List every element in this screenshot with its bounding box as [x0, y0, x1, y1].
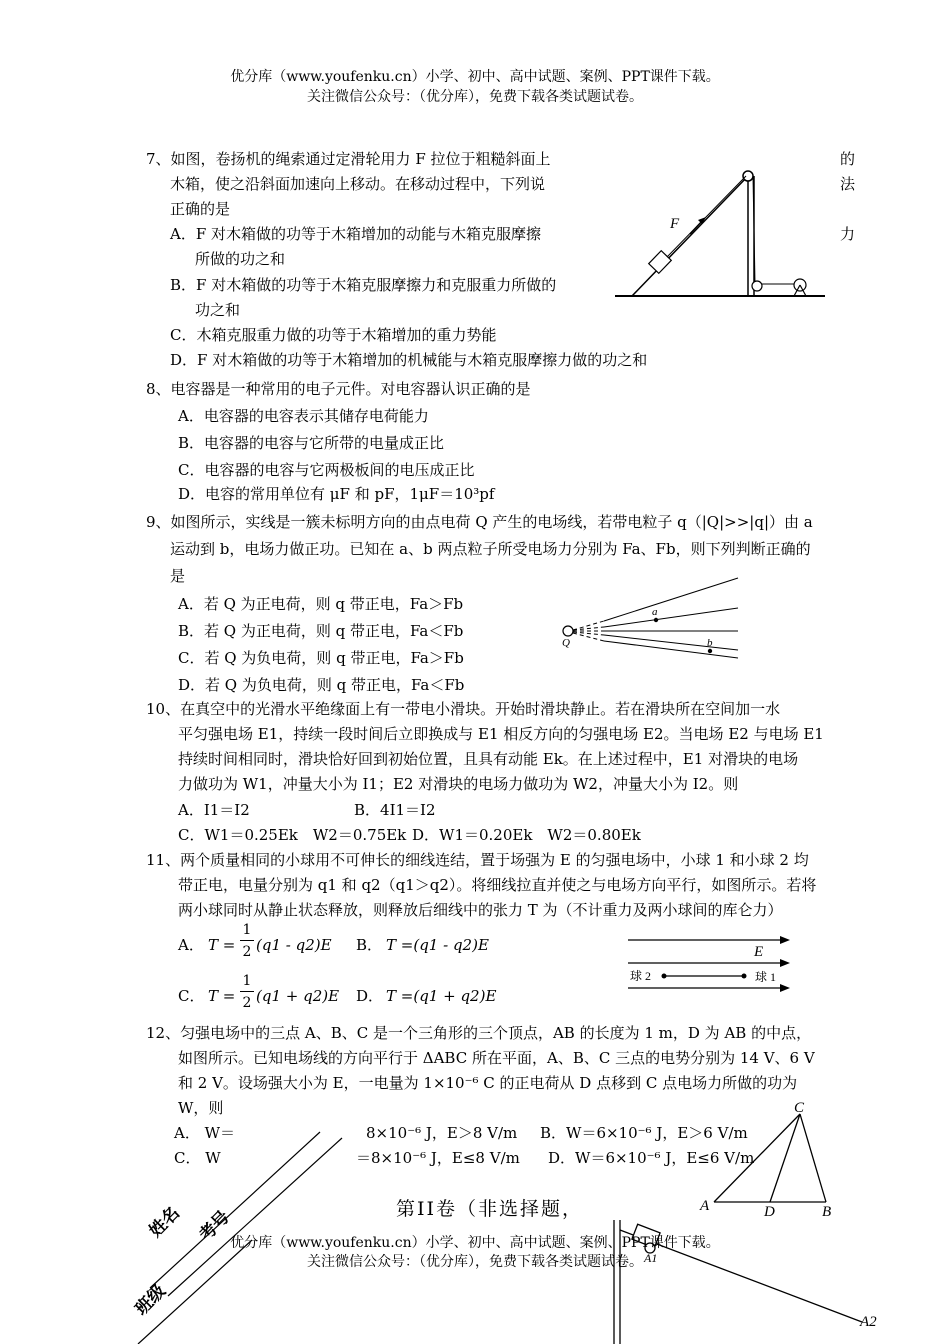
q10-line-4: 力做功为 W1，冲量大小为 I1；E2 对滑块的电场力做功为 W2，冲量大小为 I2。则 [178, 775, 739, 793]
q11-option-d-expr: T =(q1 + q2)E [386, 987, 497, 1005]
q7-option-a-2: 所做的功之和 [195, 250, 286, 268]
q9-label-Q: Q [562, 637, 570, 649]
q7-option-a-1: A．F 对木箱做的功等于木箱增加的动能与木箱克服摩擦 [170, 225, 542, 243]
q8-option-d: D．电容的常用单位有 μF 和 pF，1μF＝10³pf [178, 485, 495, 503]
q7-option-b-1: B．F 对木箱做的功等于木箱克服摩擦力和克服重力所做的 [170, 276, 557, 294]
q10-option-d: D．W1＝0.20Ek W2＝0.80Ek [412, 826, 641, 844]
q12-option-d: D．W＝6×10⁻⁶ J，E≤6 V/m [548, 1149, 755, 1167]
q11-option-b-label: B． [356, 936, 383, 954]
q7-stem-1: 7、如图，卷扬机的绳索通过定滑轮用力 F 拉位于粗糙斜面上 [146, 150, 551, 168]
q11-option-a-expr: (q1 - q2)E [256, 936, 332, 954]
q11-option-c-expr: (q1 + q2)E [256, 987, 340, 1005]
margin-class-label: 班级 [131, 1281, 170, 1320]
q12-label-A: A [700, 1198, 710, 1214]
q12-option-a-left: A． W＝ [174, 1124, 236, 1142]
q11-line-1: 11、两个质量相同的小球用不可伸长的细线连结，置于场强为 E 的匀强电场中，小球 1 和小球 2 均 [146, 851, 809, 869]
q11-option-c-frac-bar [240, 991, 254, 992]
q12-option-c-left: C． W [174, 1149, 221, 1167]
q9-option-a: A．若 Q 为正电荷，则 q 带正电，Fa＞Fb [178, 595, 464, 613]
q9-option-b: B．若 Q 为正电荷，则 q 带正电，Fa＜Fb [178, 622, 464, 640]
q7-stem-3: 正确的是 [170, 200, 231, 218]
q11-option-b-expr: T =(q1 - q2)E [386, 936, 489, 954]
q9-option-c: C．若 Q 为负电荷，则 q 带正电，Fa＞Fb [178, 649, 464, 667]
q11-option-a-T: T = [208, 936, 236, 954]
q7-stem-1-end: 的 [840, 150, 856, 168]
q12-option-b: B．W＝6×10⁻⁶ J，E＞6 V/m [540, 1124, 748, 1142]
q10-option-a: A．I1＝I2 [178, 801, 250, 819]
header-line-2: 关注微信公众号：（优分库），免费下载各类试题试卷。 [307, 89, 643, 105]
q11-option-a-frac-bar [240, 940, 254, 941]
q11-field-figure [624, 930, 794, 1010]
q11-line-2: 带正电，电量分别为 q1 和 q2（q1＞q2）。将细线拉直并使之与电场方向平行，如图所示。若将 [178, 876, 817, 894]
q11-option-c-frac-den: 2 [242, 995, 252, 1011]
q11-label-ball-2: 球 2 [630, 969, 652, 983]
q8-option-c: C．电容器的电容与它两极板间的电压成正比 [178, 461, 475, 479]
section-2-title: 第II卷（非选择题， [396, 1198, 584, 1220]
q7-option-d: D．F 对木箱做的功等于木箱增加的机械能与木箱克服摩擦力做的功之和 [170, 351, 648, 369]
margin-exam-number-label: 考号 [195, 1207, 234, 1246]
q9-stem-3: 是 [170, 567, 186, 585]
q7-option-b-2: 功之和 [195, 301, 241, 319]
q9-field-figure [556, 572, 746, 664]
q11-option-a-frac-num: 1 [242, 922, 252, 938]
q7-option-c: C．木箱克服重力做的功等于木箱增加的重力势能 [170, 326, 497, 344]
q12-option-c-right: ＝8×10⁻⁶ J，E≤8 V/m [356, 1149, 520, 1167]
q9-stem-1: 9、如图所示，实线是一簇未标明方向的由点电荷 Q 产生的电场线，若带电粒子 q（|Q|>>|q|）由 a [146, 513, 813, 531]
q10-line-2: 平匀强电场 E1，持续一段时间后立即换成与 E1 相反方向的匀强电场 E2。当电场 E2 与电场 E1 [178, 725, 824, 743]
header-line-1: 优分库（www.youfenku.cn）小学、初中、高中试题、案例、PPT课件下载。 [230, 69, 720, 85]
q11-option-c-frac-num: 1 [242, 973, 252, 989]
q12-line-3: 和 2 V。设场强大小为 E，一电量为 1×10⁻⁶ C 的正电荷从 D 点移到 C 点电场力所做的功为 [178, 1074, 798, 1092]
footer-line-2: 关注微信公众号：（优分库），免费下载各类试题试卷。 [307, 1254, 643, 1270]
q12-line-2: 如图所示。已知电场线的方向平行于 ΔABC 所在平面，A、B、C 三点的电势分别为 14 V、6 V [178, 1049, 815, 1067]
q11-option-d-label: D． [356, 987, 384, 1005]
q12-line-4: W，则 [178, 1099, 224, 1117]
q10-line-1: 10、在真空中的光滑水平绝缘面上有一带电小滑块。开始时滑块静止。若在滑块所在空间加一水 [146, 700, 781, 718]
q12-label-C: C [794, 1100, 805, 1116]
q9-label-a: a [652, 606, 658, 618]
q11-option-a-label: A． [178, 936, 204, 954]
q7-incline-figure [610, 162, 830, 302]
q10-line-3: 持续时间相同时，滑块恰好回到初始位置，且具有动能 Ek。在上述过程中，E1 对滑块的电场 [178, 750, 799, 768]
q7-stem-2-end: 法 [840, 175, 856, 193]
q7-force-label: F [670, 216, 680, 232]
q9-option-d: D．若 Q 为负电荷，则 q 带正电，Fa＜Fb [178, 676, 465, 694]
q8-option-a: A．电容器的电容表示其储存电荷能力 [178, 407, 429, 425]
q11-label-ball-1: 球 1 [755, 970, 777, 984]
q12-line-1: 12、匀强电场中的三点 A、B、C 是一个三角形的三个顶点，AB 的长度为 1 m，D 为 AB 的中点， [146, 1024, 812, 1042]
q10-option-c: C．W1＝0.25Ek W2＝0.75Ek [178, 826, 407, 844]
bottom-fig-label-a2: A2 [860, 1314, 877, 1330]
q7-option-a-1-end: 力 [840, 225, 856, 243]
q12-option-a-right: 8×10⁻⁶ J，E＞8 V/m [366, 1124, 518, 1142]
q8-stem: 8、电容器是一种常用的电子元件。对电容器认识正确的是 [146, 380, 531, 398]
margin-name-label: 姓名 [145, 1203, 184, 1242]
q11-option-c-label: C． [178, 987, 205, 1005]
q12-triangle-figure [696, 1096, 846, 1220]
q12-label-D: D [764, 1204, 775, 1220]
q11-label-E: E [754, 944, 764, 960]
bottom-fig-label-a1: A1 [644, 1251, 658, 1265]
q10-option-b: B．4I1＝I2 [354, 801, 436, 819]
q7-stem-2: 木箱，使之沿斜面加速向上移动。在移动过程中，下列说 [170, 175, 546, 193]
q9-label-b: b [707, 637, 713, 649]
q8-option-b: B．电容器的电容与它所带的电量成正比 [178, 434, 445, 452]
footer-line-1: 优分库（www.youfenku.cn）小学、初中、高中试题、案例、PPT课件下载。 [230, 1235, 720, 1251]
q12-label-B: B [822, 1204, 832, 1220]
q11-option-c-T: T = [208, 987, 236, 1005]
q11-line-3: 两小球同时从静止状态释放，则释放后细线中的张力 T 为（不计重力及两小球间的库仑力） [178, 901, 783, 919]
q9-stem-2: 运动到 b，电场力做正功。已知在 a、b 两点粒子所受电场力分别为 Fa、Fb，则下列判断正确的 [170, 540, 811, 558]
q11-option-a-frac-den: 2 [242, 944, 252, 960]
